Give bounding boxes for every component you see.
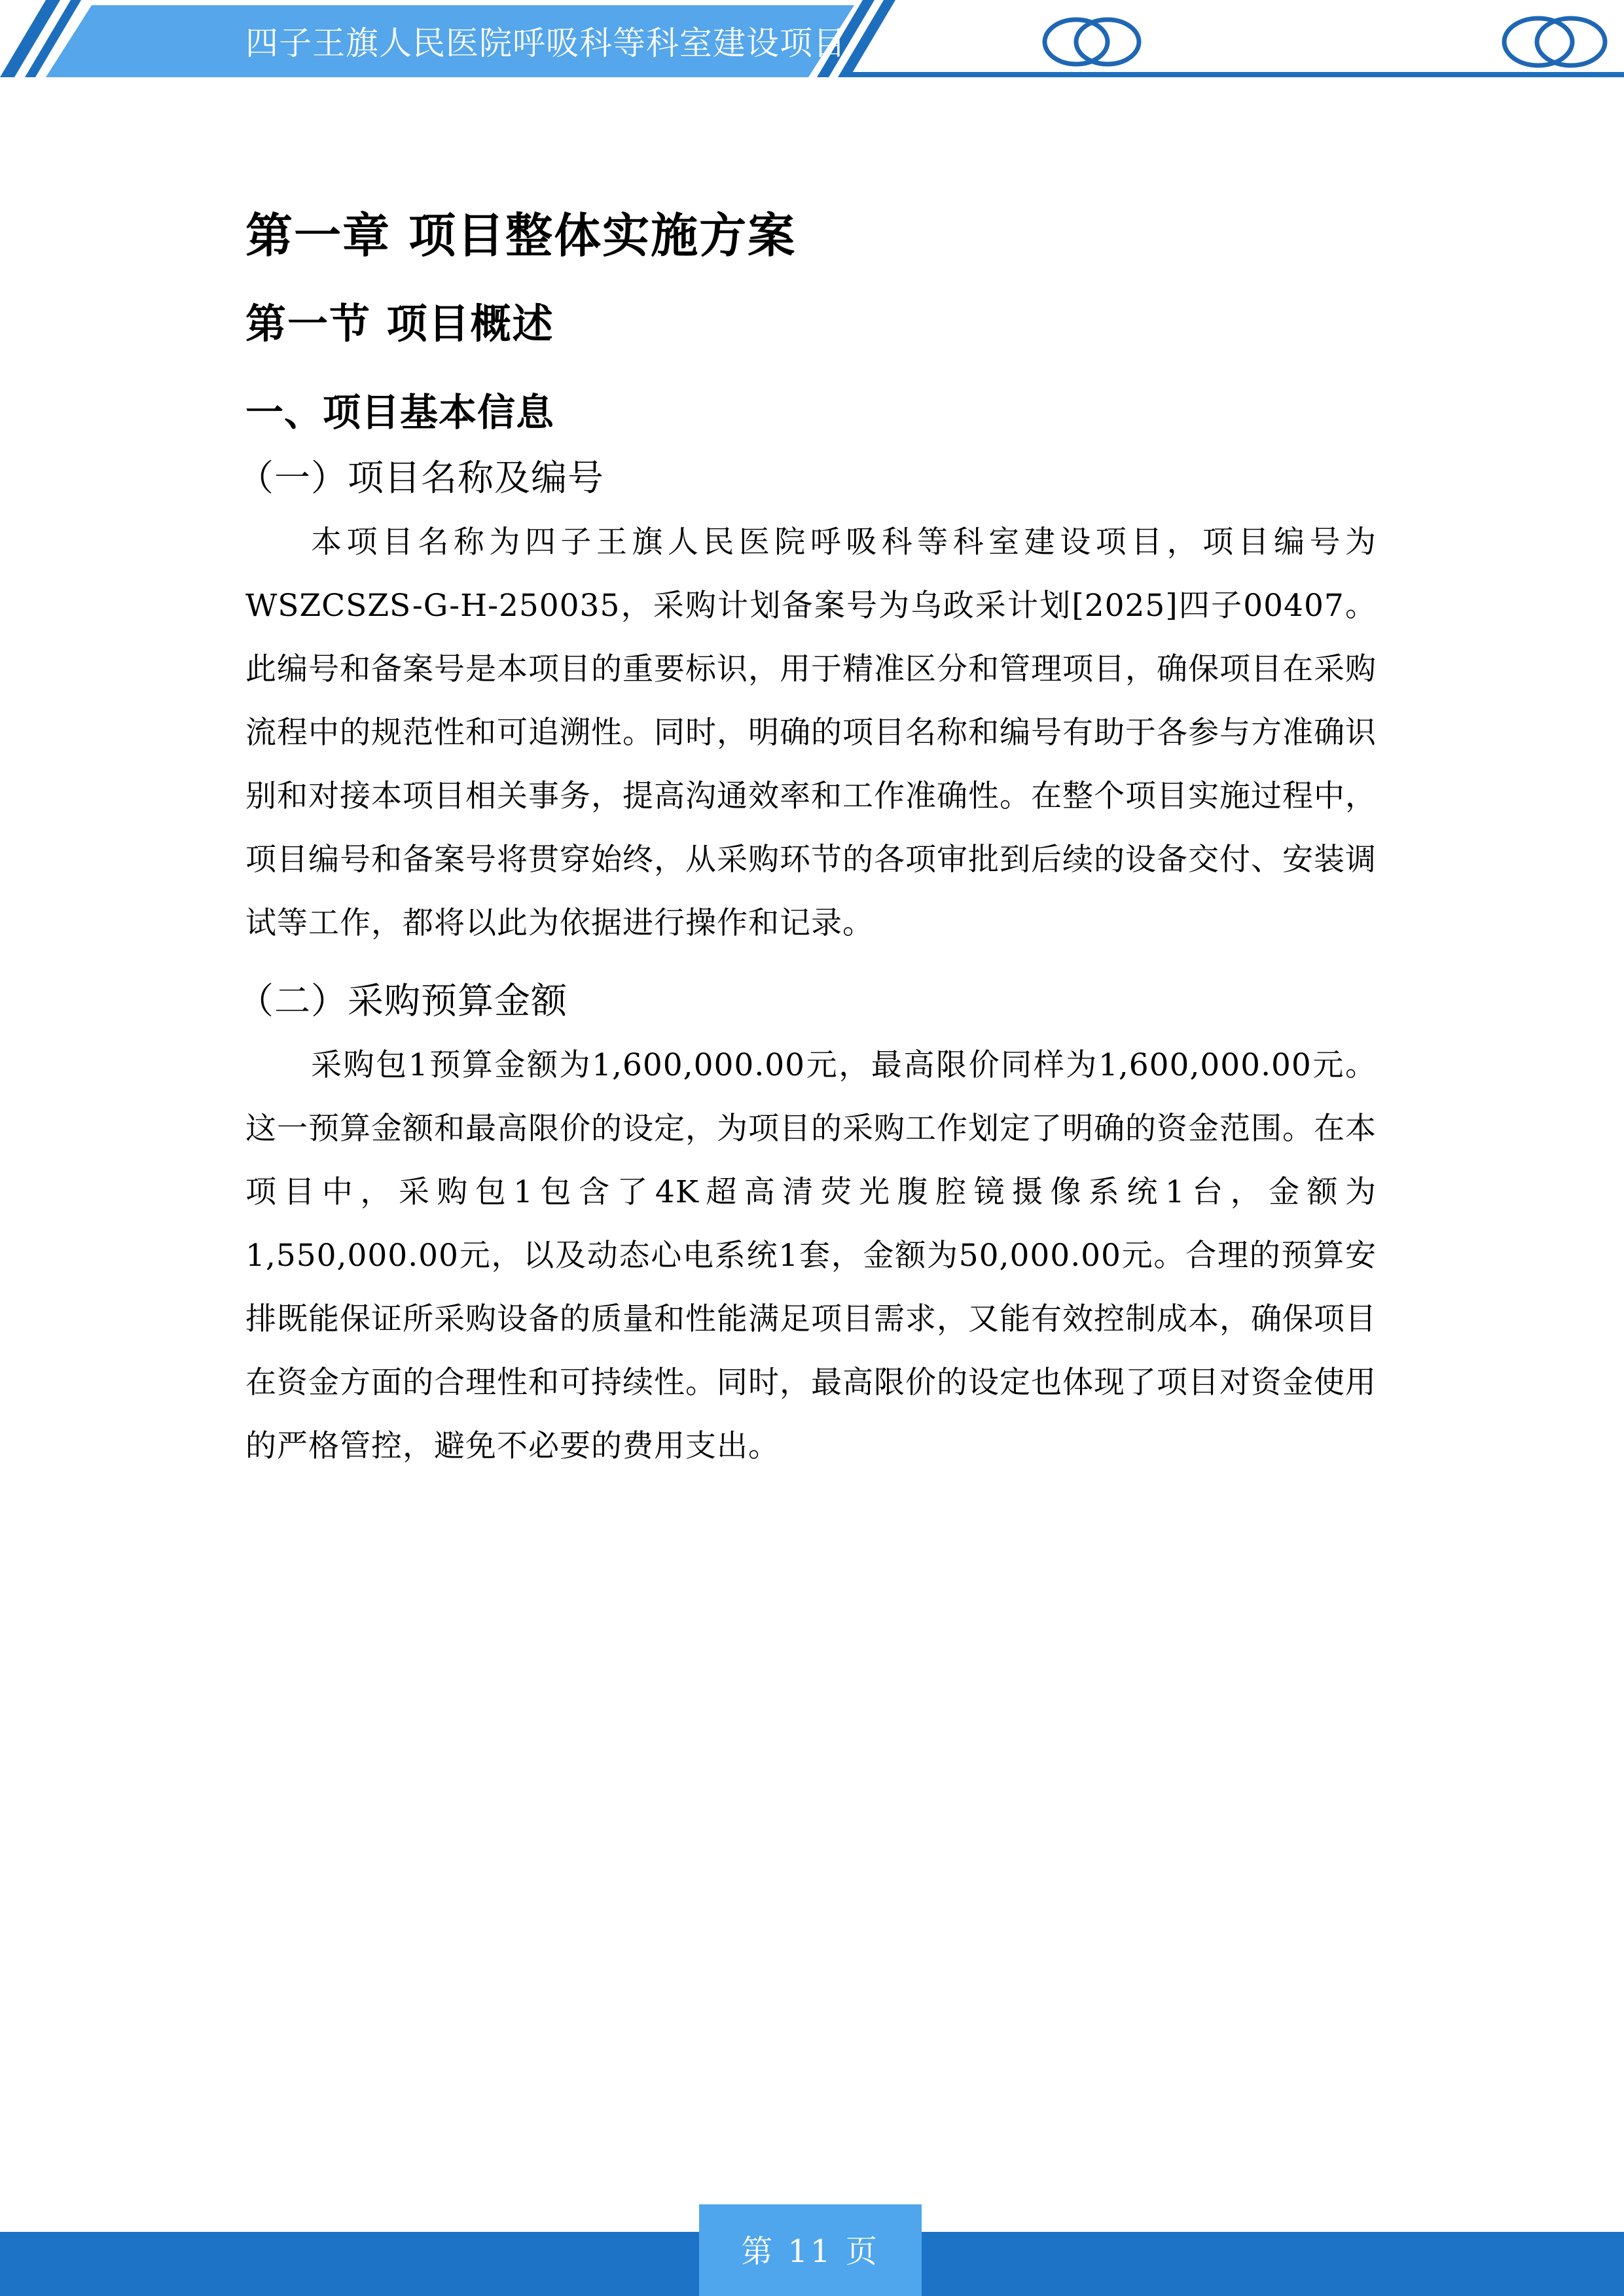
item-body-budget: 采购包1预算金额为1,600,000.00元，最高限价同样为1,600,000.00元。这一预算金额和最高限价的设定，为项目的采购工作划定了明确的资金范围。在本项目中，采购包1包含了4K超高清荧光腹腔镜摄像系统1台，金额为1,550,000.00元，以及动态心电系统1套，金额为50,000.00元。合理的预算安排既能保证所采购设备的质量和性能满足项目需求，又能有效控制成本，确保项目在资金方面的合理性和可持续性。同时，最高限价的设定也体现了项目对资金使用的严格管控，避免不必要的费用支出。 — [245, 1047, 1377, 1464]
double-ring-logo-icon — [1034, 13, 1152, 72]
chapter-title: 第一章 项目整体实施方案 — [245, 208, 797, 263]
item-body-name-number: 本项目名称为四子王旗人民医院呼吸科等科室建设项目，项目编号为WSZCSZS-G-H-250035，采购计划备案号为乌政采计划[2025]四子00407。此编号和备案号是本项目的重要标识，用于精准区分和管理项目，确保项目在采购流程中的规范性和可追溯性。同时，明确的项目名称和编号有助于各参与方准确识别和对接本项目相关事务，提高沟通效率和工作准确性。在整个项目实施过程中，项目编号和备案号将贯穿始终，从采购环节的各项审批到后续的设备交付、安装调试等工作，都将以此为依据进行操作和记录。 — [245, 524, 1377, 941]
subsection-title: 一、项目基本信息 — [245, 390, 555, 435]
page-header — [0, 0, 1624, 85]
header-title: 四子王旗人民医院呼吸科等科室建设项目 — [245, 24, 846, 62]
section-title: 第一节 项目概述 — [245, 300, 554, 348]
item-heading-budget: （二）采购预算金额 — [238, 980, 568, 1022]
item-heading-name-number: （一）项目名称及编号 — [238, 457, 605, 499]
page-number: 第 11 页 — [741, 2233, 880, 2270]
double-ring-logo-icon — [1492, 13, 1617, 72]
document-body — [238, 196, 1377, 1478]
